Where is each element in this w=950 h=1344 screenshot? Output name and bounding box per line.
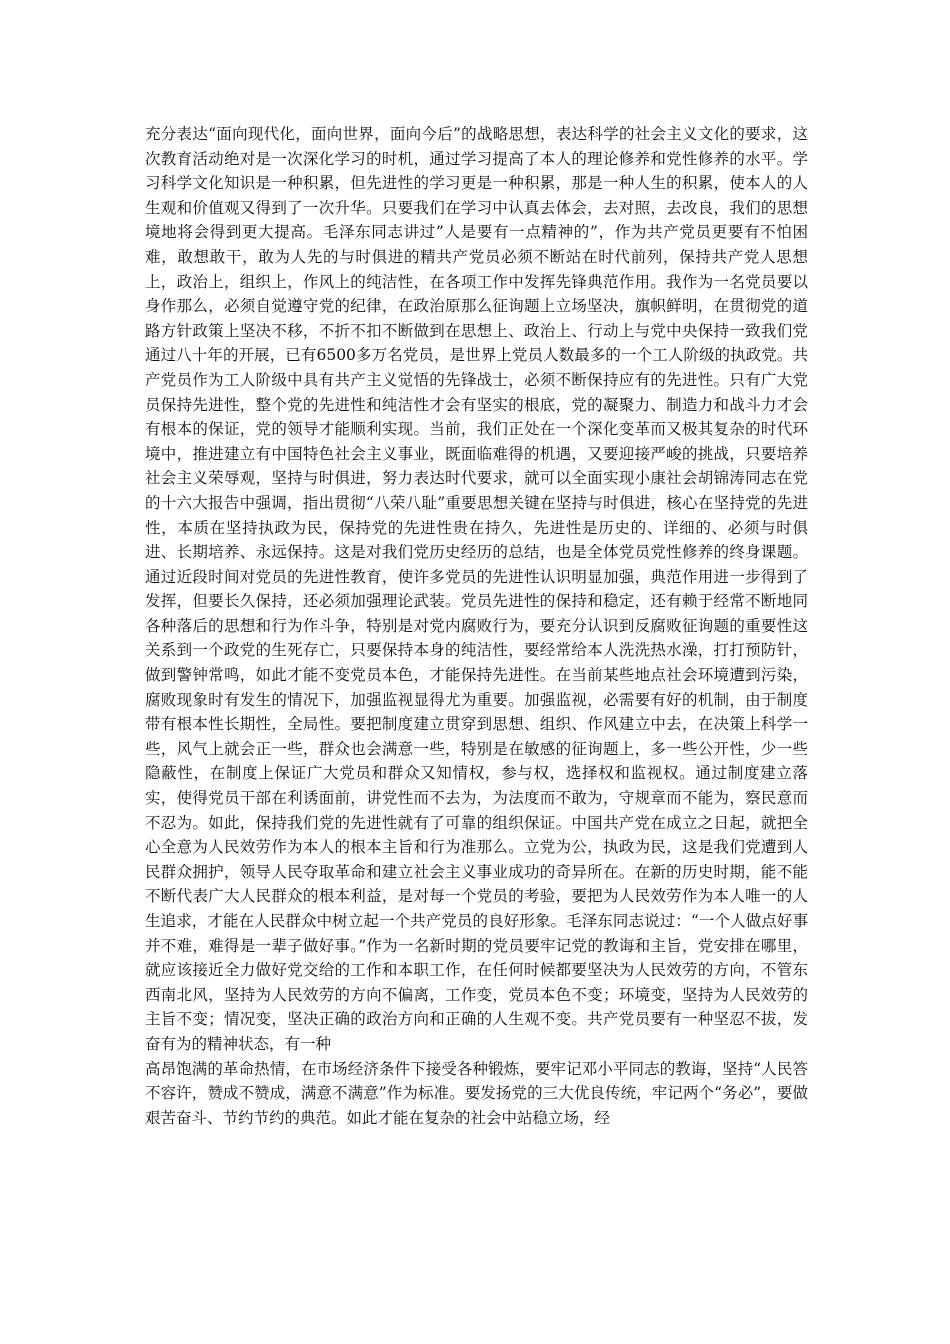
paragraph-1: 充分表达“面向现代化，面向世界，面向今后”的战略思想，表达科学的社会主义文化的要求，这次教育活动绝对是一次深化学习的时机，通过学习提高了本人的理论修养和党性修养的水平。学习科学文化知识是一种积累，但先进性的学习更是一种积累，那是一种人生的积累，使本人的人生观和价值观又得到了一次升华。只要我们在学习中认真去体会，去对照，去改良，我们的思想境地将会得到更大提高。毛泽东同志讲过”人是要有一点精神的”，作为共产党员更要有不怕困难，敢想敢干，敢为人先的与时俱进的精共产党员必须不断站在时代前列，保持共产党人思想上，政治上，组织上，作风上的纯洁性，在各项工作中发挥先锋典范作用。我作为一名党员要以身作那么，必须自觉遵守党的纪律，在政治原那么征询题上立场坚决，旗帜鲜明，在贯彻党的道路方针政策上坚决不移，不折不扣不断做到在思想上、政治上、行动上与党中央保持一致我们党通过八十年的开展，已有6500多万名党员，是世界上党员人数最多的一个工人阶级的执政党。共产党员作为工人阶级中具有共产主义觉悟的先锋战士，必须不断保持应有的先进性。只有广大党员保持先进性，整个党的先进性和纯洁性才会有坚实的根底，党的凝聚力、制造力和战斗力才会有根本的保证，党的领导才能顺利实现。当前，我们正处在一个深化变革而又极其复杂的时代环境中，推进建立有中国特色社会主义事业，既面临难得的机遇，又要迎接严峻的挑战，只要培养社会主义荣辱观，坚持与时俱进，努力表达时代要求，就可以全面实现小康社会胡锦涛同志在党的十六大报告中强调，指出贯彻“八荣八耻”重要思想关键在坚持与时俱进，核心在坚持党的先进性，本质在坚持执政为民，保持党的先进性贵在持久，先进性是历史的、详细的、必须与时俱进、长期培养、永远保持。这是对我们党历史经历的总结，也是全体党员党性修养的终身课题。通过近段时间对党员的先进性教育，使许多党员的先进性认识明显加强，典范作用进一步得到了发挥，但要长久保持，还必须加强理论武装。党员先进性的保持和稳定，还有赖于经常不断地同各种落后的思想和行为作斗争，特别是对党内腐败行为，要充分认识到反腐败征询题的重要性这关系到一个政党的生死存亡，只要保持本身的纯洁性，要经常给本人洗洗热水澡，打打预防针，做到警钟常鸣，如此才能不变党员本色，才能保持先进性。在当前某些地点社会环境遭到污染，腐败现象时有发生的情况下，加强监视显得尤为重要。加强监视，必需要有好的机制，由于制度带有根本性长期性，全局性。要把制度建立贯穿到思想、组织、作风建立中去，在决策上科学一些，风气上就会正一些，群众也会满意一些，特别是在敏感的征询题上，多一些公开性，少一些隐蔽性，在制度上保证广大党员和群众又知情权，参与权，选择权和监视权。通过制度建立落实，使得党员干部在利诱面前，讲党性而不去为，为法度而不敢为，守规章而不能为，察民意而不忍为。如此，保持我们党的先进性就有了可靠的组织保证。中国共产党在成立之日起，就把全心全意为人民效劳作为本人的根本主旨和行为准那么。立党为公，执政为民，这是我们党遭到人民群众拥护，领导人民夺取革命和建立社会主义事业成功的奇异所在。在新的历史时期，能不能不断代表广大人民群众的根本利益，是对每一个党员的考验，要把为人民效劳作为本人唯一的人生追求，才能在人民群众中树立起一个共产党员的良好形象。毛泽东同志说过：“一个人做点好事并不难，难得是一辈子做好事。”作为一名新时期的党员要牢记党的教诲和主旨，党安排在哪里，就应该接近全力做好党交给的工作和本职工作，在任何时候都要坚决为人民效劳的方向，不管东西南北风，坚持为人民效劳的方向不偏离，工作变，党员本色不变；环境变，坚持为人民效劳的主旨不变；情况变，坚决正确的政治方向和正确的人生观不变。共产党员要有一种坚忍不拔，发奋有为的精神状态，有一种 [145,125,808,1053]
body-text [145,122,808,1130]
paragraph-2: 高昂饱满的革命热情，在市场经济条件下接受各种锻炼，要牢记邓小平同志的教诲，坚持“人民答不容许，赞成不赞成，满意不满意”作为标准。要发扬党的三大优良传统，牢记两个“务必”，要做艰苦奋斗、节约节约的典范。如此才能在复杂的社会中站稳立场，经 [145,1059,808,1127]
